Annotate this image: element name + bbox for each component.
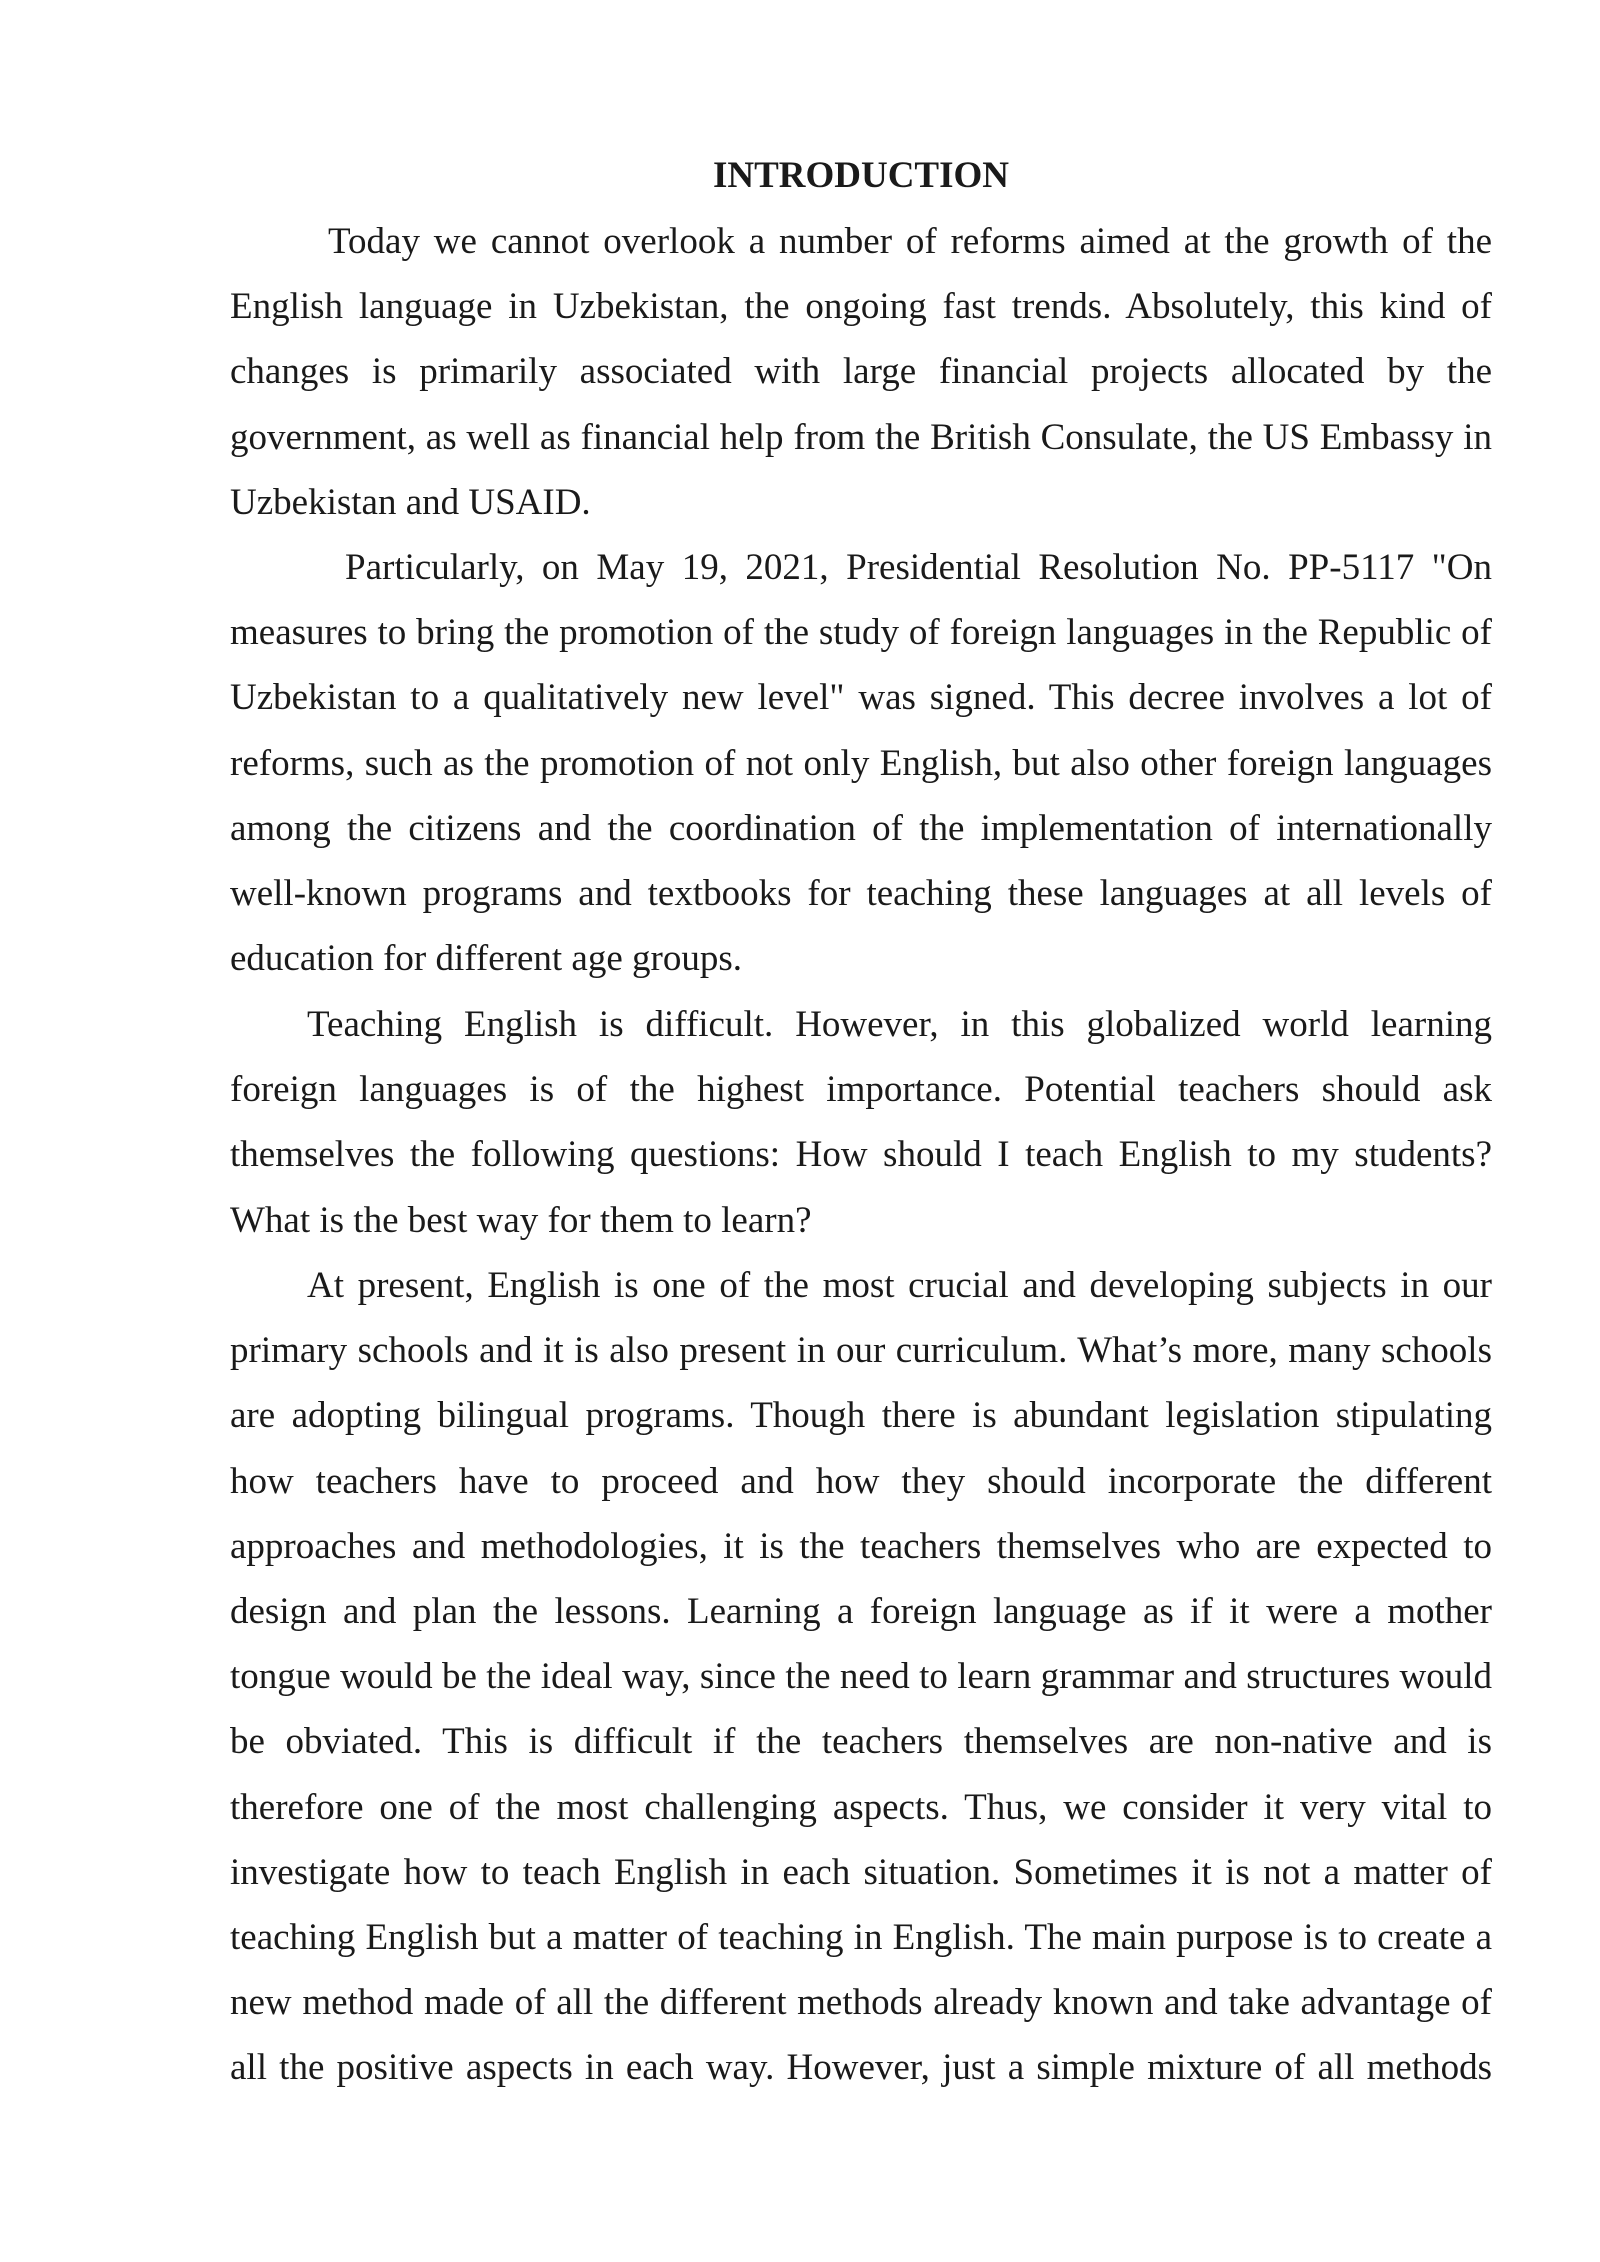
paragraph-english-in-schools: At present, English is one of the most crucial and developing subjects in our primary schools and it is also present in our curriculum. What’s more, many schools are adopting bilingual programs. Though there is abundant legislation stipulating how teachers have to proceed and how they should incorporate the different approaches and methodologies, it is the teachers themselves who are expected to design and plan the lessons. Learning a foreign language as if it were a mother tongue would be the ideal way, since the need to learn grammar and structures would be obviated. This is difficult if the teachers themselves are non-native and is therefore one of the most challenging aspects. Thus, we consider it very vital to investigate how to teach English in each situation. Sometimes it is not a matter of teaching English but a matter of teaching in English. The main purpose is to create a new method made of all the different methods already known and take advantage of all the positive aspects in each way. However, just a simple mixture of all methods: [230, 1265, 1492, 2089]
section-heading: INTRODUCTION: [712, 155, 1010, 196]
paragraph-teaching-difficulty: Teaching English is difficult. However, in this globalized world learning foreign languages is of the highest importance. Potential teachers should ask themselves the following questions: How should I teach English to my students? What is the best way for them to learn?: [230, 1004, 1492, 1241]
paragraph-presidential-resolution: Particularly, on May 19, 2021, Presidential Resolution No. PP-5117 "On measures to bring the promotion of the study of foreign languages in the Republic of Uzbekistan to a qualitatively new level" was signed. This decree involves a lot of reforms, such as the promotion of not only English, but also other foreign languages among the citizens and the coordination of the implementation of internationally well-known programs and textbooks for teaching these languages at all levels of education for different age groups.: [230, 547, 1492, 980]
paragraph-reforms: Today we cannot overlook a number of reforms aimed at the growth of the English language in Uzbekistan, the ongoing fast trends. Absolutely, this kind of changes is primarily associated with large financial projects allocated by the government, as well as financial help from the British Consulate, the US Embassy in Uzbekistan and USAID.: [230, 221, 1492, 523]
